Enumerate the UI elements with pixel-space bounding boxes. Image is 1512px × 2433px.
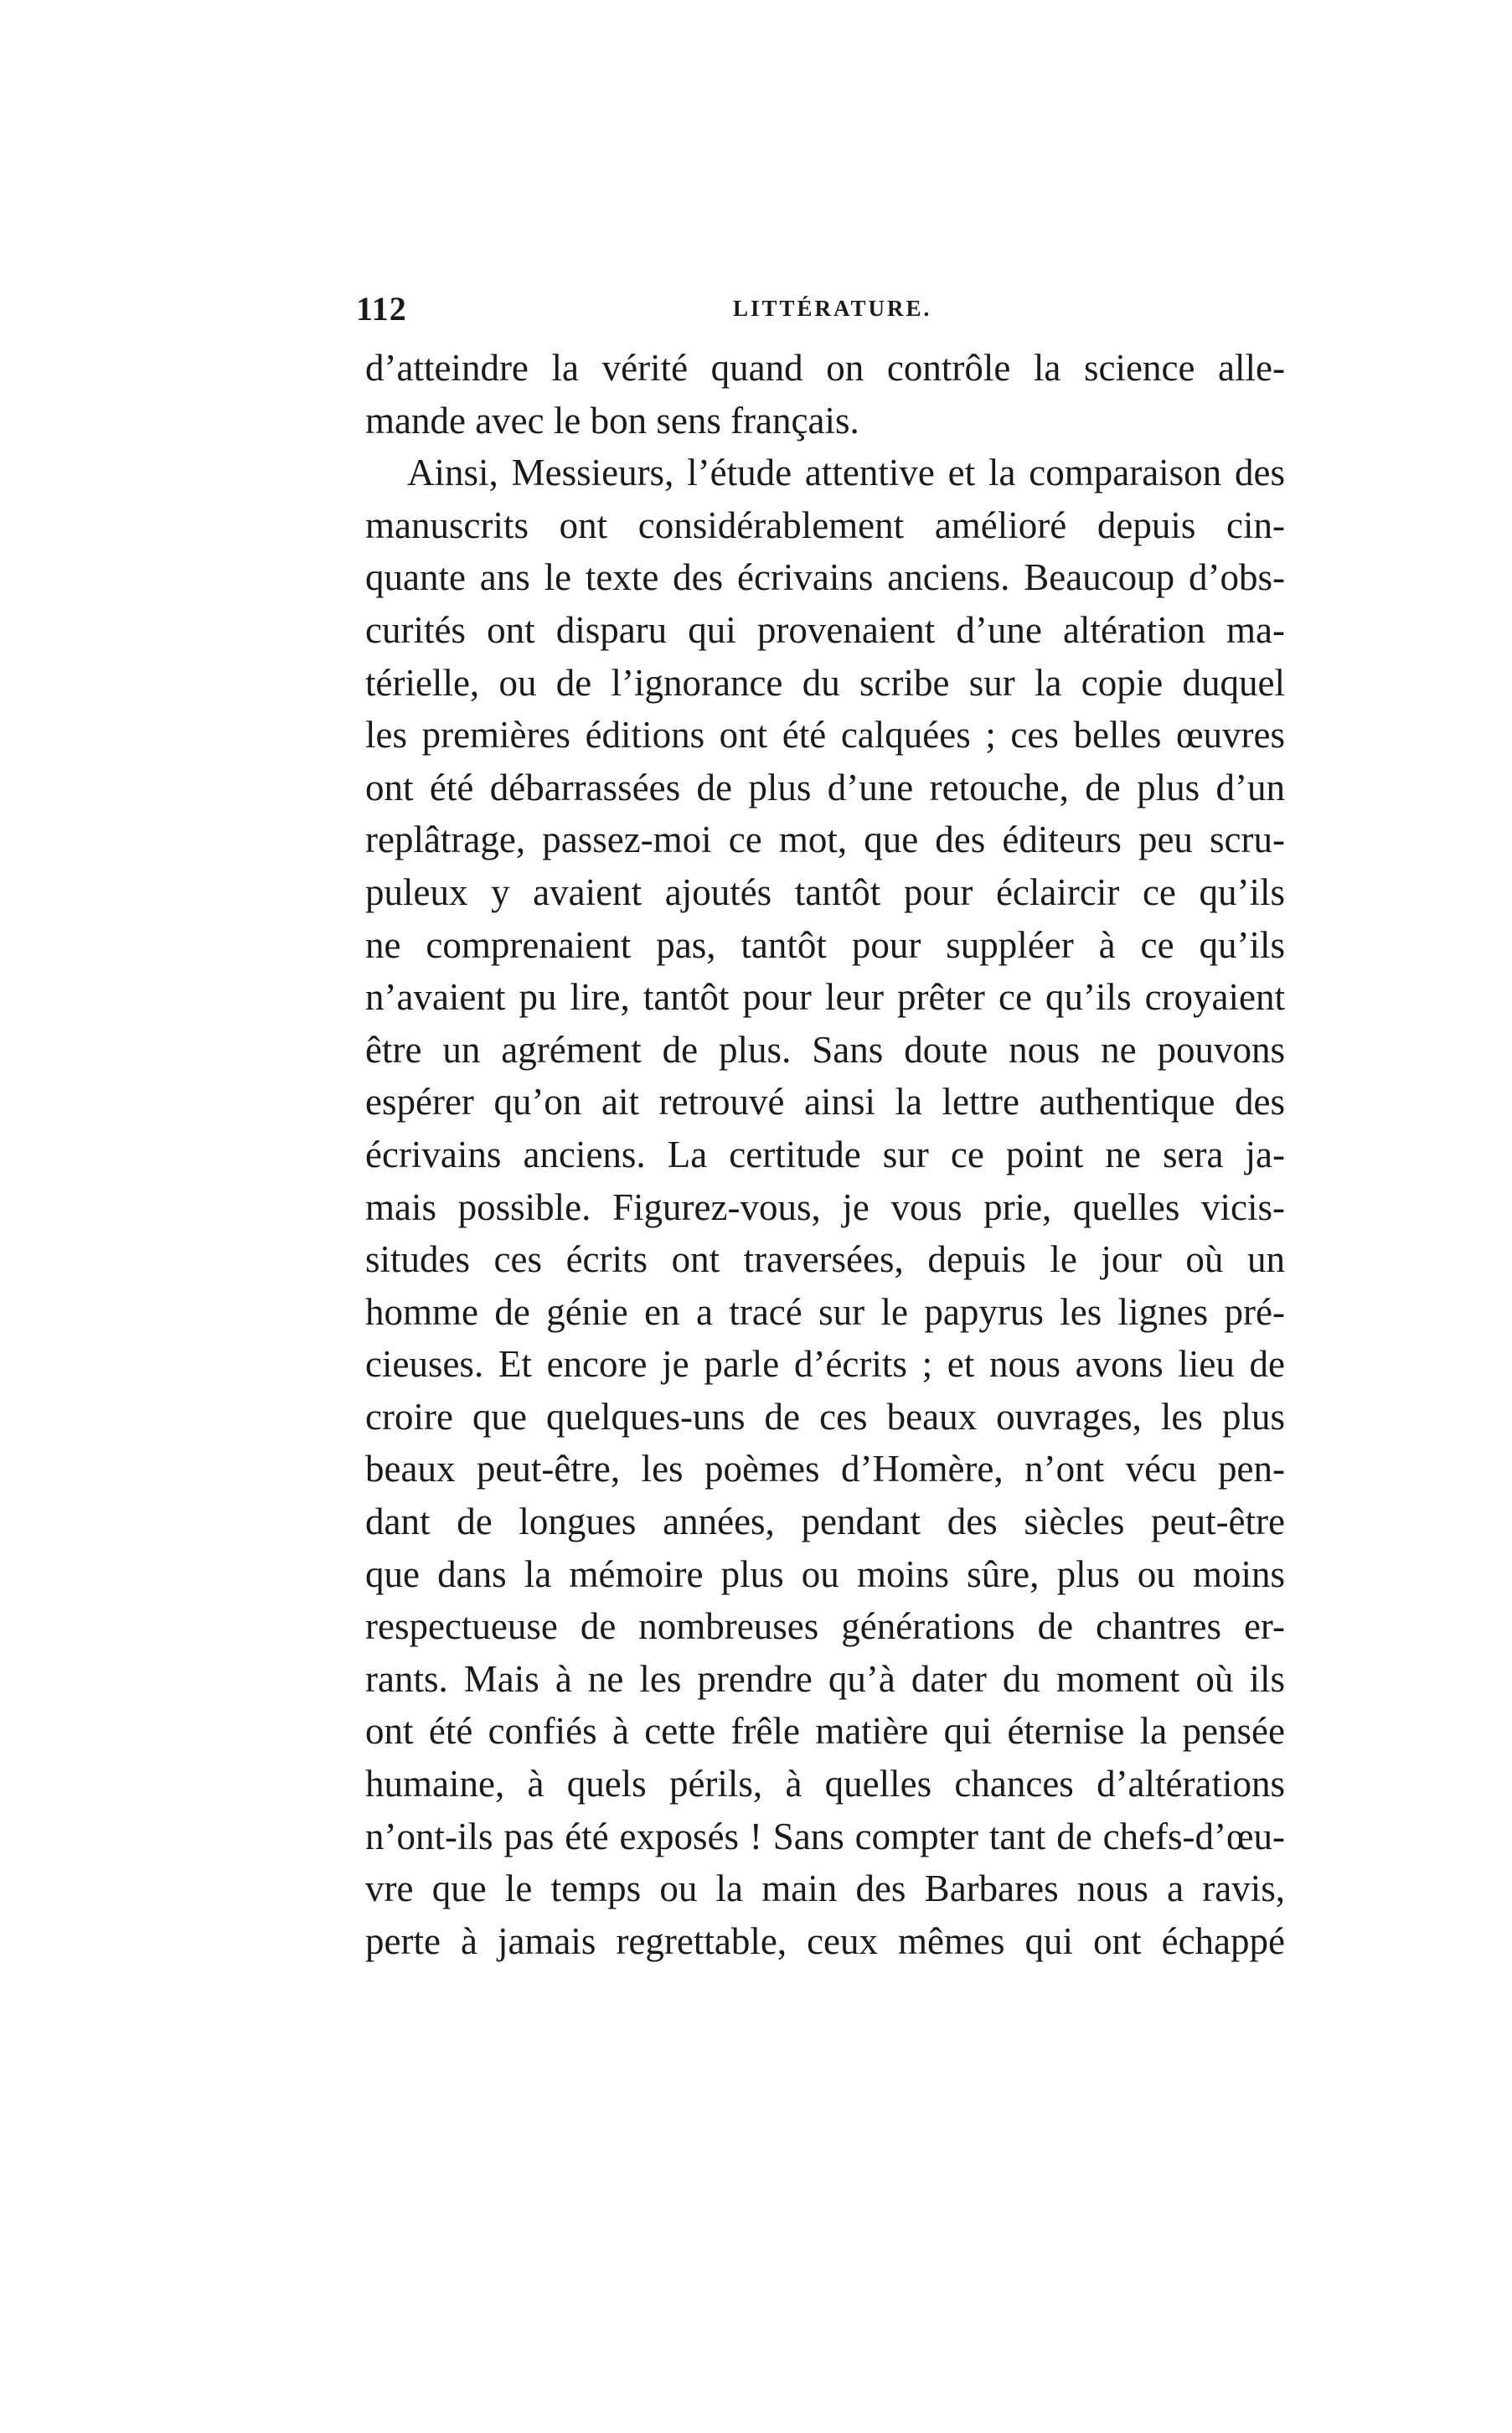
text-line: situdes ces écrits ont traversées, depuis le jour où un: [365, 1238, 1285, 1281]
text-line: quante ans le texte des écrivains anciens. Beaucoup d’obs-: [365, 556, 1285, 599]
text-line: humaine, à quels périls, à quelles chances d’altérations: [365, 1763, 1285, 1805]
text-line: n’ont-ils pas été exposés ! Sans compter tant de chefs-d’œu-: [365, 1815, 1285, 1857]
text-line: les premières éditions ont été calquées ; ces belles œuvres: [365, 714, 1285, 757]
text-line: respectueuse de nombreuses générations de chantres er-: [365, 1605, 1285, 1648]
text-line: n’avaient pu lire, tantôt pour leur prêter ce qu’ils croyaient: [365, 976, 1285, 1019]
text-line: écrivains anciens. La certitude sur ce point ne sera ja-: [365, 1133, 1285, 1175]
text-line: mais possible. Figurez-vous, je vous prie, quelles vicis-: [365, 1186, 1285, 1228]
text-line: ont été confiés à cette frêle matière qui éternise la pensée: [365, 1710, 1285, 1753]
text-line: d’atteindre la vérité quand on contrôle la science alle-: [365, 347, 1285, 389]
running-head: [356, 289, 1286, 331]
body-text: [365, 342, 1285, 1967]
text-line: curités ont disparu qui provenaient d’une altération ma-: [365, 608, 1285, 651]
text-line: espérer qu’on ait retrouvé ainsi la lettre authentique des: [365, 1081, 1285, 1124]
text-line: vre que le temps ou la main des Barbares nous a ravis,: [365, 1867, 1285, 1910]
text-line: ont été débarrassées de plus d’une retouche, de plus d’un: [365, 766, 1285, 808]
text-line: mande avec le bon sens français.: [365, 399, 859, 442]
text-line: beaux peut-être, les poèmes d’Homère, n’ont vécu pen-: [365, 1448, 1285, 1490]
text-line: être un agrément de plus. Sans doute nous ne pouvons: [365, 1028, 1285, 1071]
text-line: puleux y avaient ajoutés tantôt pour éclaircir ce qu’ils: [365, 870, 1285, 913]
text-line: Ainsi, Messieurs, l’étude attentive et la comparaison des: [407, 452, 1285, 494]
page-number: 112: [356, 290, 407, 328]
text-line: térielle, ou de l’ignorance du scribe sur la copie duquel: [365, 661, 1285, 704]
text-line: que dans la mémoire plus ou moins sûre, plus ou moins: [365, 1552, 1285, 1595]
text-line: ne comprenaient pas, tantôt pour suppléer à ce qu’ils: [365, 923, 1285, 966]
text-line: dant de longues années, pendant des siècles peut-être: [365, 1501, 1285, 1543]
text-line: manuscrits ont considérablement amélioré depuis cin-: [365, 504, 1285, 546]
text-line: perte à jamais regrettable, ceux mêmes qui ont échappé: [365, 1919, 1285, 1962]
text-line: homme de génie en a tracé sur le papyrus les lignes pré-: [365, 1290, 1285, 1333]
text-line: replâtrage, passez-moi ce mot, que des éditeurs peu scru-: [365, 819, 1285, 861]
text-line: croire que quelques-uns de ces beaux ouvrages, les plus: [365, 1395, 1285, 1438]
text-line: cieuses. Et encore je parle d’écrits ; et nous avons lieu de: [365, 1343, 1285, 1386]
text-line: rants. Mais à ne les prendre qu’à dater du moment où ils: [365, 1657, 1285, 1700]
running-title: LITTÉRATURE.: [733, 296, 932, 321]
